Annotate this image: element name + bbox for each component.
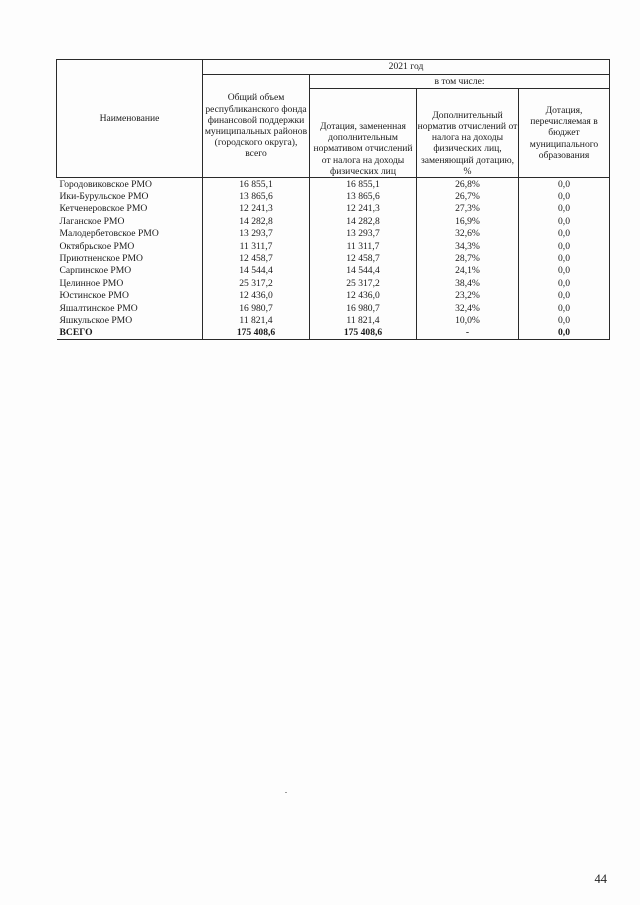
- row-total: 16 980,7: [203, 302, 310, 314]
- table-row: [57, 314, 610, 326]
- row-transferred: 0,0: [519, 215, 610, 227]
- row-transferred: 0,0: [519, 178, 610, 191]
- header-name: Наименование: [57, 60, 203, 178]
- header-additional-norm: Дополнительный норматив отчислений от налога на доходы физических лиц, заменяющий дотацию, %: [417, 89, 519, 178]
- row-norm: 34,3%: [417, 240, 519, 252]
- row-transferred: 0,0: [519, 290, 610, 302]
- total-row: [57, 327, 610, 340]
- row-total: 13 293,7: [203, 228, 310, 240]
- row-replaced: 14 282,8: [310, 215, 417, 227]
- total-row-norm: -: [417, 327, 519, 340]
- row-total: 12 241,3: [203, 203, 310, 215]
- row-total: 14 282,8: [203, 215, 310, 227]
- row-name: Целинное РМО: [57, 277, 203, 289]
- row-transferred: 0,0: [519, 203, 610, 215]
- row-name: Сарпинское РМО: [57, 265, 203, 277]
- header-year: 2021 год: [203, 60, 610, 75]
- table-row: [57, 302, 610, 314]
- table-row: [57, 277, 610, 289]
- row-name: Приютненское РМО: [57, 252, 203, 264]
- row-norm: 27,3%: [417, 203, 519, 215]
- table-row: [57, 178, 610, 191]
- row-total: 16 855,1: [203, 178, 310, 191]
- row-transferred: 0,0: [519, 252, 610, 264]
- row-norm: 23,2%: [417, 290, 519, 302]
- row-total: 12 436,0: [203, 290, 310, 302]
- row-name: Юстинское РМО: [57, 290, 203, 302]
- row-name: Лаганское РМО: [57, 215, 203, 227]
- table-row: [57, 203, 610, 215]
- row-transferred: 0,0: [519, 302, 610, 314]
- row-transferred: 0,0: [519, 190, 610, 202]
- row-name: Кетченеровское РМО: [57, 203, 203, 215]
- subsidy-table: [56, 59, 610, 340]
- row-replaced: 13 293,7: [310, 228, 417, 240]
- table-body: [57, 178, 610, 340]
- table-row: [57, 290, 610, 302]
- row-total: 14 544,4: [203, 265, 310, 277]
- table-row: [57, 190, 610, 202]
- total-row-replaced: 175 408,6: [310, 327, 417, 340]
- row-replaced: 11 821,4: [310, 314, 417, 326]
- header-total: Общий объем республиканского фонда финансовой поддержки муниципальных районов (городского округа), всего: [203, 75, 310, 178]
- row-name: Яшалтинское РМО: [57, 302, 203, 314]
- row-replaced: 25 317,2: [310, 277, 417, 289]
- row-norm: 38,4%: [417, 277, 519, 289]
- table-row: [57, 215, 610, 227]
- row-total: 11 311,7: [203, 240, 310, 252]
- row-replaced: 13 865,6: [310, 190, 417, 202]
- row-name: Малодербетовское РМО: [57, 228, 203, 240]
- row-norm: 32,4%: [417, 302, 519, 314]
- page-number: 44: [594, 872, 607, 886]
- row-name: Яшкульское РМО: [57, 314, 203, 326]
- row-replaced: 12 241,3: [310, 203, 417, 215]
- table-row: [57, 265, 610, 277]
- table-row: [57, 252, 610, 264]
- row-replaced: 16 855,1: [310, 178, 417, 191]
- row-name: Городовиковское РМО: [57, 178, 203, 191]
- total-row-transferred: 0,0: [519, 327, 610, 340]
- row-norm: 28,7%: [417, 252, 519, 264]
- row-transferred: 0,0: [519, 277, 610, 289]
- table-row: [57, 228, 610, 240]
- row-name: Ики-Бурульское РМО: [57, 190, 203, 202]
- row-name: Октябрьское РМО: [57, 240, 203, 252]
- row-total: 12 458,7: [203, 252, 310, 264]
- row-total: 11 821,4: [203, 314, 310, 326]
- total-row-total: 175 408,6: [203, 327, 310, 340]
- header-transferred-subsidy: Дотация, перечисляемая в бюджет муниципального образования: [519, 89, 610, 178]
- row-total: 13 865,6: [203, 190, 310, 202]
- row-transferred: 0,0: [519, 314, 610, 326]
- row-replaced: 14 544,4: [310, 265, 417, 277]
- header-replaced-subsidy: Дотация, замененная дополнительным нормативом отчислений от налога на доходы физических лиц: [310, 89, 417, 178]
- row-replaced: 16 980,7: [310, 302, 417, 314]
- row-norm: 10,0%: [417, 314, 519, 326]
- scan-speck: [285, 792, 287, 793]
- row-norm: 26,7%: [417, 190, 519, 202]
- row-replaced: 12 436,0: [310, 290, 417, 302]
- row-transferred: 0,0: [519, 265, 610, 277]
- row-norm: 26,8%: [417, 178, 519, 191]
- row-norm: 24,1%: [417, 265, 519, 277]
- row-replaced: 12 458,7: [310, 252, 417, 264]
- row-replaced: 11 311,7: [310, 240, 417, 252]
- row-total: 25 317,2: [203, 277, 310, 289]
- row-norm: 16,9%: [417, 215, 519, 227]
- row-transferred: 0,0: [519, 240, 610, 252]
- header-including: в том числе:: [310, 75, 610, 89]
- row-transferred: 0,0: [519, 228, 610, 240]
- row-norm: 32,6%: [417, 228, 519, 240]
- total-row-name: ВСЕГО: [57, 327, 203, 340]
- table-row: [57, 240, 610, 252]
